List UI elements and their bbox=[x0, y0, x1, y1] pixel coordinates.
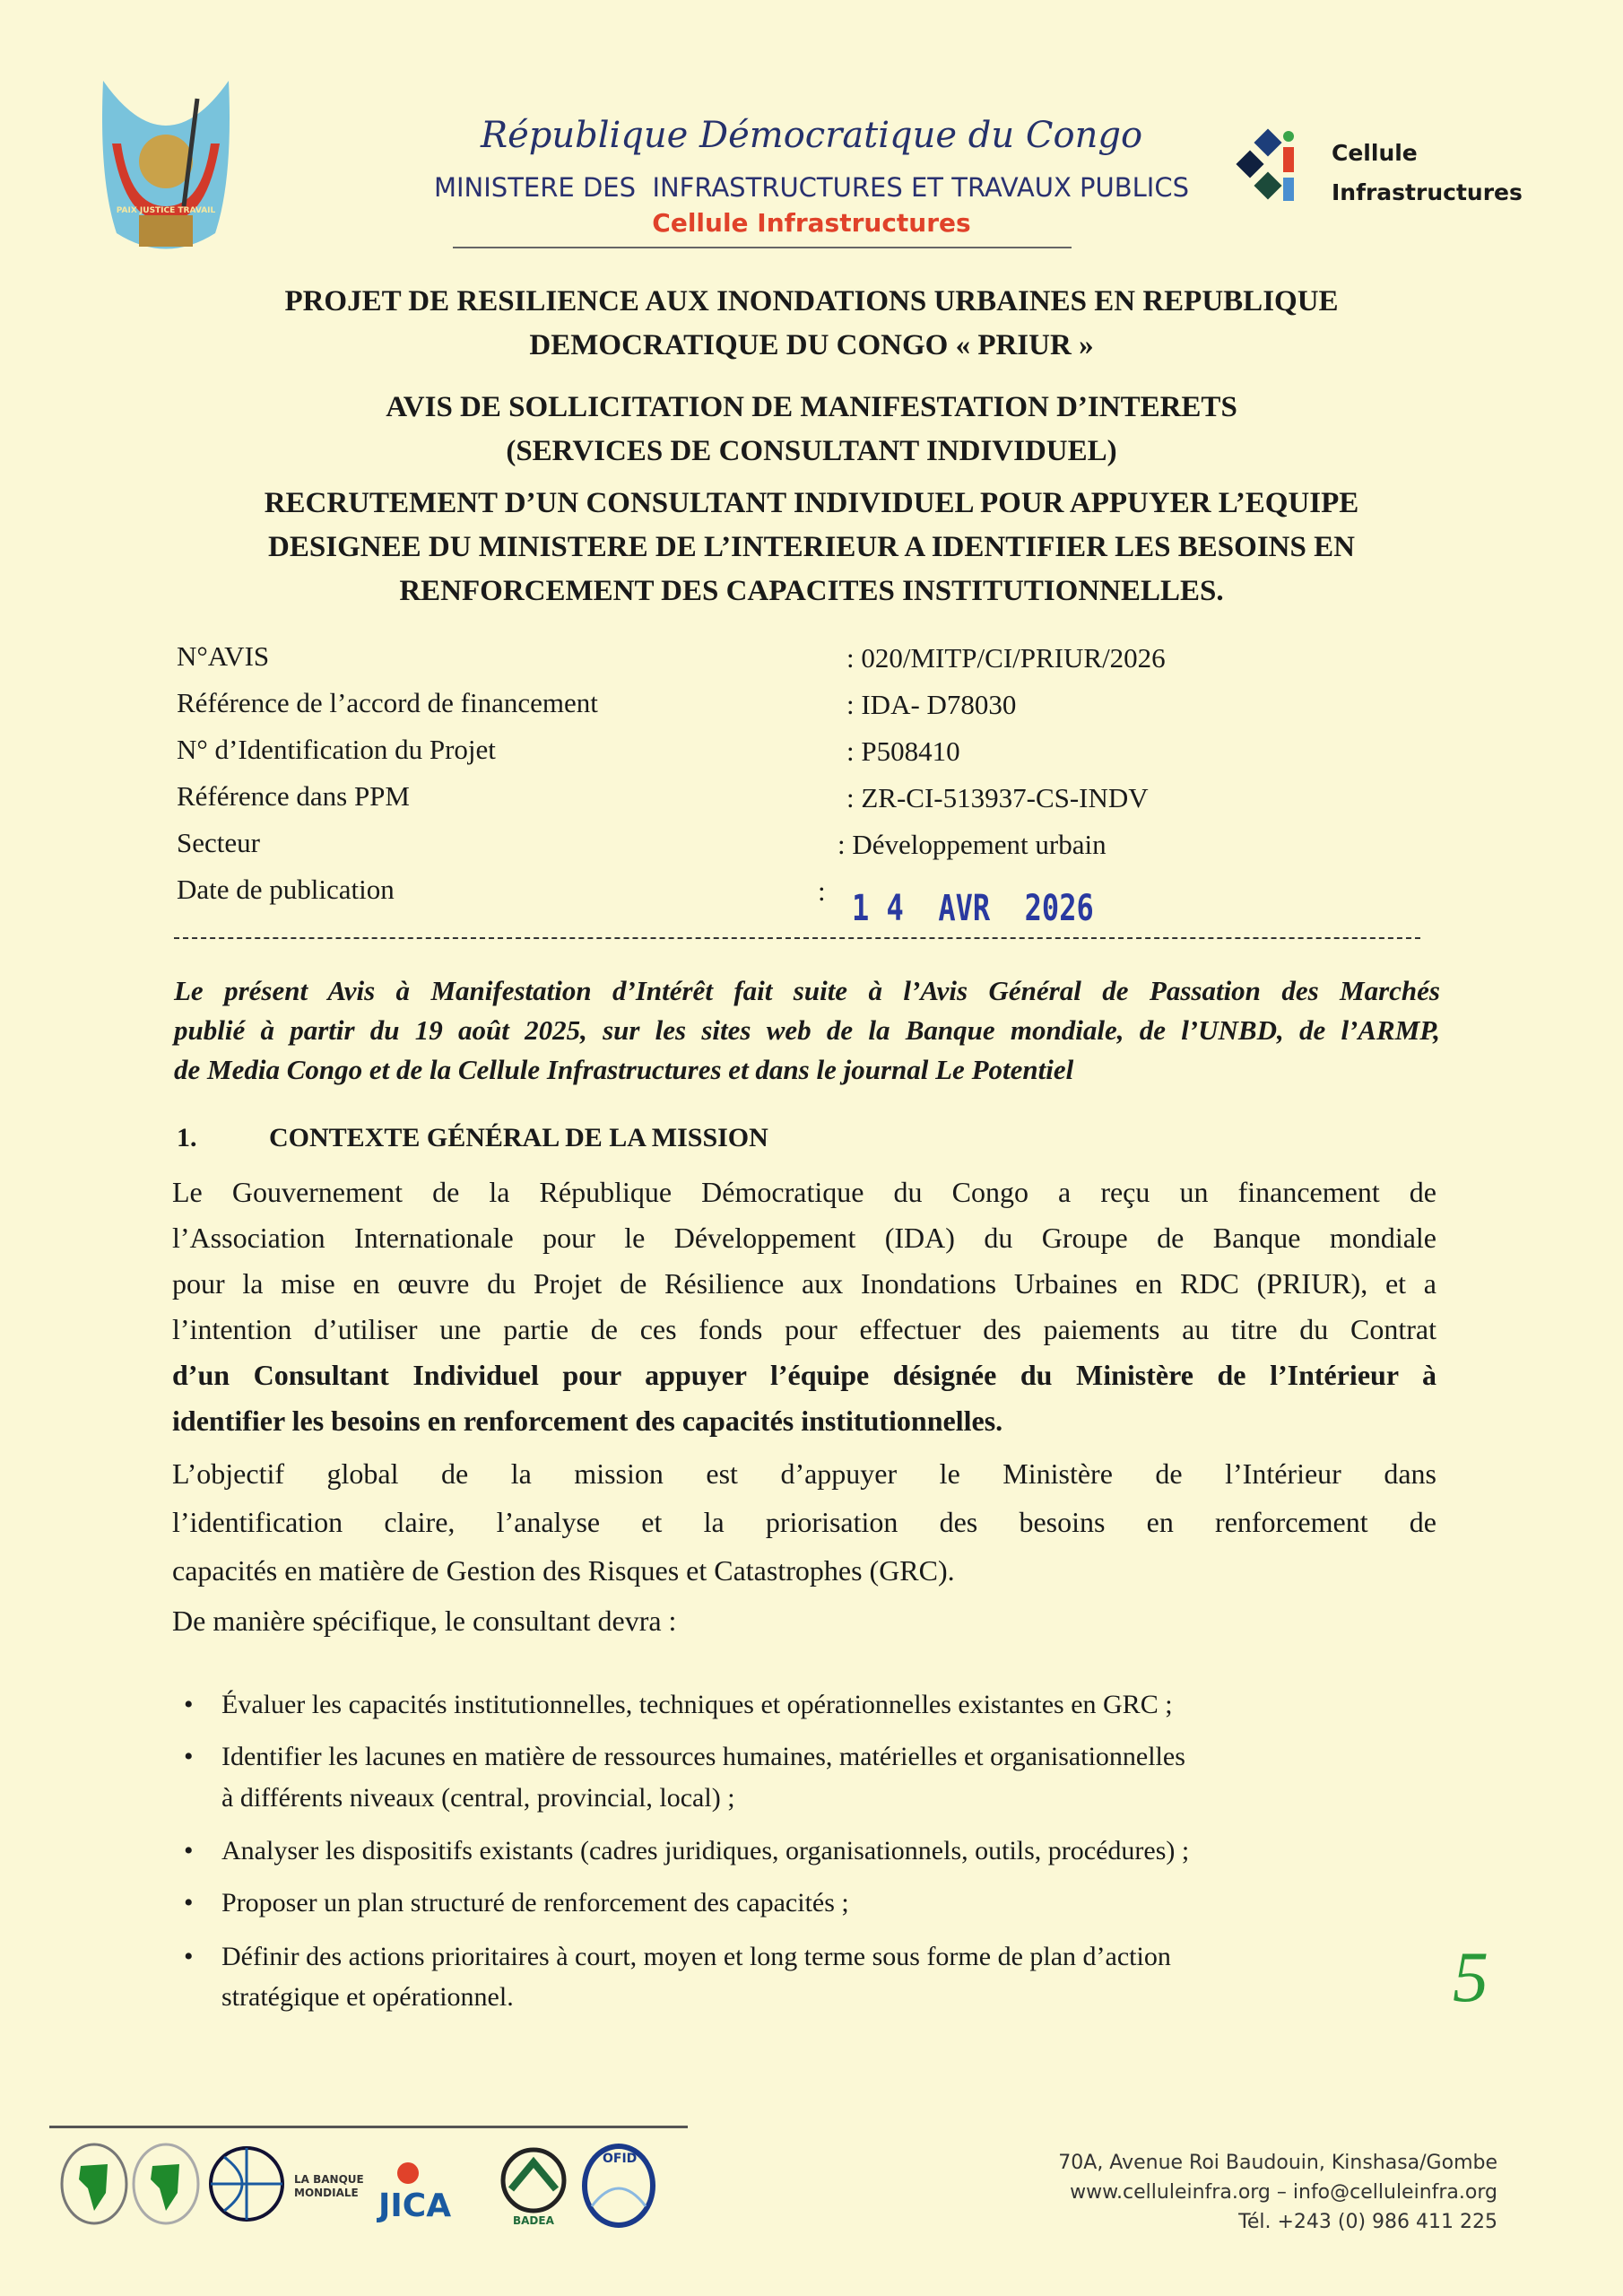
title-line: PROJET DE RESILIENCE AUX INONDATIONS URBAINES EN REPUBLIQUE bbox=[284, 285, 1339, 317]
coat-of-arms-motto: PAIX JUSTICE TRAVAIL bbox=[116, 206, 216, 215]
cellule-logo-icon bbox=[1233, 126, 1296, 215]
bullet-icon: • bbox=[184, 1888, 194, 1918]
bullet-icon: • bbox=[184, 1690, 194, 1719]
bullet-icon: • bbox=[184, 1942, 194, 1971]
meta-label: Référence dans PPM bbox=[177, 780, 410, 812]
recruitment-title bbox=[0, 482, 1623, 613]
handwritten-page-mark: 5 bbox=[1453, 1938, 1488, 2017]
bullet-icon: • bbox=[184, 1836, 194, 1866]
meta-label: Date de publication bbox=[177, 874, 395, 905]
meta-value: : ZR-CI-513937-CS-INDV bbox=[846, 782, 1149, 813]
list-item: Analyser les dispositifs existants (cadres juridiques, organisationnels, outils, procédures) ; bbox=[221, 1836, 1190, 1866]
title-line: (SERVICES DE CONSULTANT INDIVIDUEL) bbox=[506, 435, 1117, 467]
section-number: 1. bbox=[177, 1123, 197, 1152]
jica-label: JICA bbox=[378, 2187, 452, 2224]
body-line: Le Gouvernement de la République Démocratique du Congo a reçu un financement de bbox=[172, 1176, 1436, 1208]
body-line: L’objectif global de la mission est d’appuyer le Ministère de l’Intérieur dans bbox=[172, 1457, 1436, 1490]
body-line: l’Association Internationale pour le Développement (IDA) du Groupe de Banque mondiale bbox=[172, 1222, 1436, 1254]
republic-script-title: République Démocratique du Congo bbox=[480, 115, 1143, 156]
intro-line: Le présent Avis à Manifestation d’Intérêt fait suite à l’Avis Général de Passation des Marchés bbox=[174, 975, 1440, 1006]
list-item: Définir des actions prioritaires à court, moyen et long terme sous forme de plan d’action bbox=[221, 1942, 1171, 1971]
logo-line-1: Cellule bbox=[1332, 140, 1418, 166]
list-item-cont: à différents niveaux (central, provincial, local) ; bbox=[221, 1783, 735, 1813]
bullet-icon: • bbox=[184, 1742, 194, 1771]
section-heading: CONTEXTE GÉNÉRAL DE LA MISSION bbox=[269, 1123, 768, 1152]
cellule-infrastructures-logo bbox=[1233, 126, 1523, 215]
phone: Tél. +243 (0) 986 411 225 bbox=[1238, 2211, 1497, 2233]
list-item: Proposer un plan structuré de renforcement des capacités ; bbox=[221, 1888, 849, 1918]
project-title bbox=[0, 280, 1623, 368]
body-line: capacités en matière de Gestion des Risques et Catastrophes (GRC). bbox=[172, 1554, 955, 1587]
unit-name: Cellule Infrastructures bbox=[652, 208, 971, 238]
world-bank-label: LA BANQUE MONDIALE bbox=[294, 2173, 364, 2199]
intro-line: de Media Congo et de la Cellule Infrastructures et dans le journal Le Potentiel bbox=[174, 1054, 1074, 1085]
meta-value: : 020/MITP/CI/PRIUR/2026 bbox=[846, 642, 1166, 674]
meta-value: : Développement urbain bbox=[838, 829, 1107, 860]
list-item: Évaluer les capacités institutionnelles, techniques et opérationnelles existantes en GRC ; bbox=[221, 1690, 1173, 1719]
meta-label: Référence de l’accord de financement bbox=[177, 687, 598, 718]
title-line: RENFORCEMENT DES CAPACITES INSTITUTIONNELLES. bbox=[399, 575, 1224, 607]
meta-value: : P508410 bbox=[846, 735, 960, 767]
footer-rule bbox=[49, 2126, 688, 2128]
title-line: DESIGNEE DU MINISTERE DE L’INTERIEUR A IDENTIFIER LES BESOINS EN bbox=[268, 531, 1355, 563]
ofid-label: OFID bbox=[603, 2152, 638, 2166]
body-line: De manière spécifique, le consultant devra : bbox=[172, 1605, 677, 1637]
body-line: pour la mise en œuvre du Projet de Résilience aux Inondations Urbaines en RDC (PRIUR), et a bbox=[172, 1267, 1436, 1300]
meta-label: N° d’Identification du Projet bbox=[177, 734, 496, 765]
website-email[interactable]: www.celluleinfra.org – info@celluleinfra.org bbox=[1070, 2181, 1497, 2204]
body-line: l’intention d’utiliser une partie de ces fonds pour effectuer des paiements au titre du Contrat bbox=[172, 1313, 1436, 1345]
dashed-divider bbox=[174, 937, 1420, 939]
logo-line-2: Infrastructures bbox=[1332, 179, 1523, 205]
ministry-name: MINISTERE DES INFRASTRUCTURES ET TRAVAUX PUBLICS bbox=[433, 172, 1190, 203]
address: 70A, Avenue Roi Baudouin, Kinshasa/Gombe bbox=[1058, 2152, 1497, 2174]
header-rule bbox=[453, 247, 1072, 248]
footer-address bbox=[1058, 2148, 1497, 2237]
list-item-cont: stratégique et opérationnel. bbox=[221, 1982, 514, 2012]
body-line-bold: d’un Consultant Individuel pour appuyer l’équipe désignée du Ministère de l’Intérieur à bbox=[172, 1359, 1436, 1391]
body-line-bold: identifier les besoins en renforcement des capacités institutionnelles. bbox=[172, 1405, 1003, 1437]
partner-logos bbox=[54, 2139, 681, 2238]
badea-label: BADEA bbox=[513, 2214, 554, 2227]
meta-label: Secteur bbox=[177, 827, 260, 858]
date-stamp: 1 4 AVR 2026 bbox=[852, 888, 1094, 929]
body-line: l’identification claire, l’analyse et la priorisation des besoins en renforcement de bbox=[172, 1506, 1436, 1538]
title-line: DEMOCRATIQUE DU CONGO « PRIUR » bbox=[529, 329, 1094, 361]
list-item: Identifier les lacunes en matière de ressources humaines, matérielles et organisationnelles bbox=[221, 1742, 1185, 1771]
title-line: AVIS DE SOLLICITATION DE MANIFESTATION D’INTERETS bbox=[386, 391, 1237, 423]
notice-title bbox=[0, 386, 1623, 474]
meta-value: : IDA- D78030 bbox=[846, 689, 1017, 720]
title-line: RECRUTEMENT D’UN CONSULTANT INDIVIDUEL POUR APPUYER L’EQUIPE bbox=[264, 487, 1359, 519]
intro-line: publié à partir du 19 août 2025, sur les sites web de la Banque mondiale, de l’UNBD, de l’ARMP, bbox=[174, 1014, 1440, 1046]
meta-value: : bbox=[818, 875, 826, 907]
meta-label: N°AVIS bbox=[177, 640, 270, 672]
